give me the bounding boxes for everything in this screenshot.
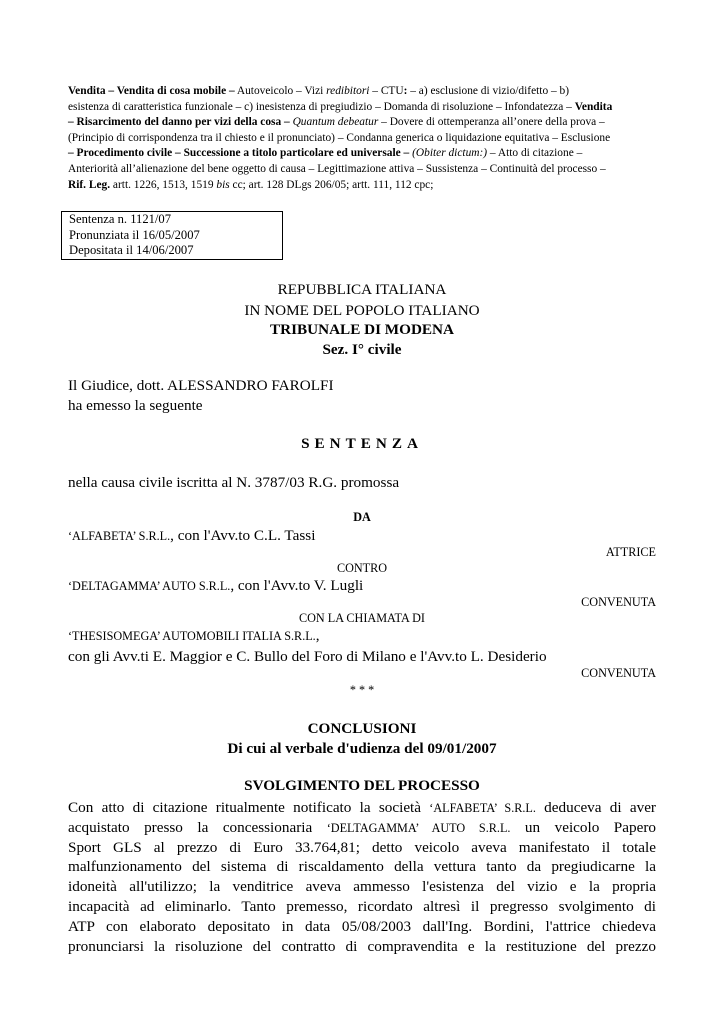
giudice-line: Il Giudice, dott. ALESSANDRO FAROLFI <box>68 377 334 394</box>
massima-summary: Vendita – Vendita di cosa mobile – Autoveicolo – Vizi redibitori – CTU: – a) esclusione di vizio/difetto – b) esistenza di caratteristica funzionale – c) inesistenza di pregiudizio – Domanda di risoluzione – Infondatezza – Vendita – Risarcimento del danno per vizi della cosa – Quantum debeatur – Dovere di ottemperanza all’onere della prova – (Principio di corrispondenza tra il chiesto e il pronunciato) – Condanna generica o liquidazione equitativa – Esclusione – Procedimento civile – Successione a titolo particolare ed universale – (Obiter dictum:) – Atto di citazione – Anteriorità all’alienazione del bene oggetto di causa – Legittimazione attiva – Sussistenza – Continuità del processo – Rif. Leg. artt. 1226, 1513, 1519 bis cc; art. 128 DLgs 206/05; artt. 111, 112 cpc; <box>68 85 613 191</box>
body-line: pronunciarsi la risoluzione del contratto di compravendita e la restituzione del prezzo <box>68 937 656 955</box>
sentenza-title: SENTENZA <box>301 435 423 452</box>
pronunziata-date: Pronunziata il 16/05/2007 <box>69 227 200 242</box>
contro-label: CONTRO <box>336 561 388 575</box>
da-label: DA <box>353 510 371 524</box>
convenuta2-party: ‘THESISOMEGA’ AUTOMOBILI ITALIA S.R.L., <box>68 627 320 644</box>
massima-bold: Vendita – Vendita di cosa mobile – <box>68 85 235 97</box>
conclusioni-title: CONCLUSIONI <box>307 720 417 737</box>
body-line: malfunzionamento del sistema di riscaldamento della vettura tanto da pregiudicarne la <box>68 858 656 876</box>
svolgimento-title: SVOLGIMENTO DEL PROCESSO <box>244 777 480 794</box>
convenuta1-party: ‘DELTAGAMMA’ AUTO S.R.L., con l'Avv.to V. Lugli <box>68 577 364 594</box>
popolo-heading: IN NOME DEL POPOLO ITALIANO <box>244 302 480 319</box>
convenuta2-role: CONVENUTA <box>581 666 656 680</box>
body-line: idoneità all'utilizzo; la venditrice aveva ammesso l'esistenza del vizio e la propria <box>68 878 656 896</box>
body-line: ATP con elaborato depositato in data 05/08/2003 dall'Ing. Bordini, l'attrice chiedeva <box>68 917 656 935</box>
svolgimento-body <box>68 798 656 956</box>
sentenza-info-box <box>61 211 283 260</box>
body-line: Sport GLS al prezzo di Euro 33.764,81; detto veicolo aveva manifestato il totale <box>68 838 656 856</box>
sentenza-number: Sentenza n. 1121/07 <box>69 212 172 226</box>
chiamata-label: CON LA CHIAMATA DI <box>299 611 425 625</box>
body-line: acquistato presso la concessionaria ‘DELTAGAMMA’ AUTO S.R.L. un veicolo Papero <box>68 818 656 836</box>
body-line: Con atto di citazione ritualmente notificato la società ‘ALFABETA’ S.R.L. deduceva di aver <box>68 799 656 816</box>
separator-stars: * * * <box>349 683 375 697</box>
depositata-date: Depositata il 14/06/2007 <box>69 243 194 258</box>
attrice-role: ATTRICE <box>605 545 656 559</box>
sezione-heading: Sez. I° civile <box>322 341 402 358</box>
causa-line: nella causa civile iscritta al N. 3787/03 R.G. promossa <box>68 474 400 491</box>
convenuta2-lawyers: con gli Avv.ti E. Maggior e C. Bullo del Foro di Milano e l'Avv.to L. Desiderio <box>68 648 547 665</box>
repubblica-heading: REPUBBLICA ITALIANA <box>277 281 447 298</box>
body-line: incapacità ad eliminarlo. Tanto premesso, ricordato altresì il pregresso svolgimento di <box>68 897 656 915</box>
conclusioni-subtitle: Di cui al verbale d'udienza del 09/01/2007 <box>227 740 497 757</box>
attrice-party: ‘ALFABETA’ S.R.L., con l'Avv.to C.L. Tassi <box>68 527 316 544</box>
tribunale-heading: TRIBUNALE DI MODENA <box>270 321 454 338</box>
convenuta1-role: CONVENUTA <box>581 595 656 609</box>
emesso-line: ha emesso la seguente <box>68 397 203 414</box>
